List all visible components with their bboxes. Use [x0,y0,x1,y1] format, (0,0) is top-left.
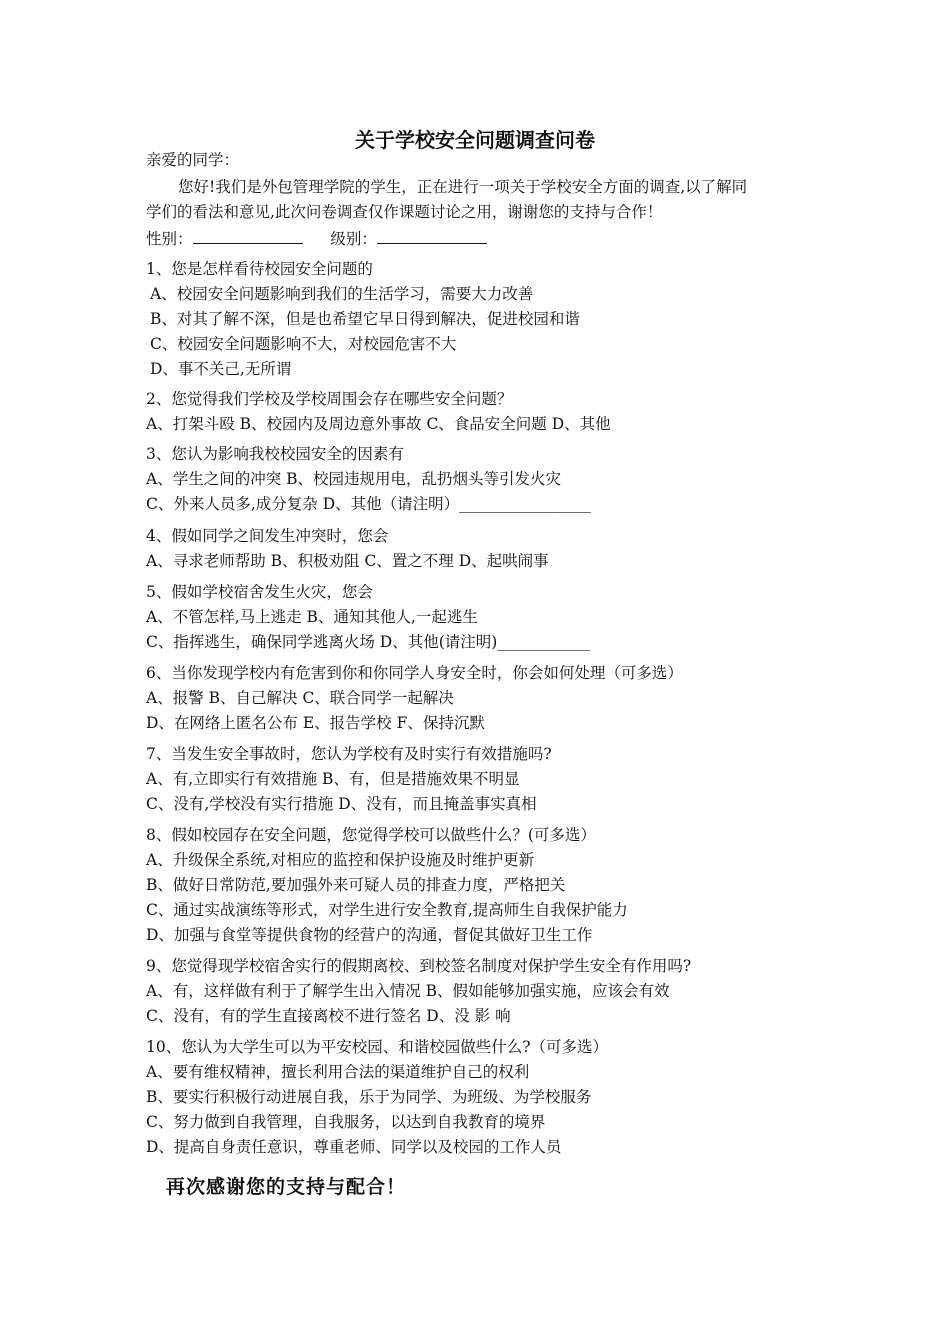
q9-options-ab[interactable]: A、有，这样做有利于了解学生出入情况 B、假如能够加强实施，应该会有效 [146,982,670,1000]
q10-option-b[interactable]: B、要实行积极行动进展自我，乐于为同学、为班级、为学校服务 [146,1088,592,1106]
question-9: 9、您觉得现学校宿舍实行的假期离校、到校签名制度对保护学生安全有作用吗? [146,957,692,975]
q7-options-ab[interactable]: A、有,立即实行有效措施 B、有，但是措施效果不明显 [146,770,520,788]
salutation: 亲爱的同学： [146,151,240,169]
question-6: 6、当你发现学校内有危害到你和你同学人身安全时，你会如何处理（可多选） [146,664,683,682]
question-4: 4、假如同学之间发生冲突时，您会 [146,527,389,545]
q4-options[interactable]: A、寻求老师帮助 B、积极劝阻 C、置之不理 D、起哄闹事 [146,552,549,570]
q3-options-ab[interactable]: A、学生之间的冲突 B、校园违规用电，乱扔烟头等引发火灾 [146,470,562,488]
q2-options[interactable]: A、打架斗殴 B、校园内及周边意外事故 C、食品安全问题 D、其他 [146,415,611,433]
q3-options-cd[interactable]: C、外来人员多,成分复杂 D、其他（请注明）_________________ [146,495,591,513]
q5-options-cd[interactable]: C、指挥逃生，确保同学逃离火场 D、其他(请注明)____________ [146,633,591,651]
question-7: 7、当发生安全事故时，您认为学校有及时实行有效措施吗? [146,745,552,763]
grade-field[interactable] [377,228,487,244]
q10-option-d[interactable]: D、提高自身责任意识，尊重老师、同学以及校园的工作人员 [146,1138,562,1156]
closing-thanks: 再次感谢您的支持与配合！ [166,1176,407,1198]
q8-option-c[interactable]: C、通过实战演练等形式，对学生进行安全教育,提高师生自我保护能力 [146,901,628,919]
q7-options-cd[interactable]: C、没有,学校没有实行措施 D、没有，而且掩盖事实真相 [146,795,537,813]
info-row [146,228,487,249]
intro-line-1: 您好!我们是外包管理学院的学生，正在进行一项关于学校安全方面的调查,以了解同 [178,178,748,196]
question-5: 5、假如学校宿舍发生火灾，您会 [146,583,373,601]
q6-options-abc[interactable]: A、报警 B、自己解决 C、联合同学一起解决 [146,689,454,707]
question-8: 8、假如校园存在安全问题，您觉得学校可以做些什么？(可多选） [146,826,596,844]
grade-label: 级别： [330,230,377,248]
q1-option-b[interactable]: B、对其了解不深，但是也希望它早日得到解决，促进校园和谐 [150,310,580,328]
q10-option-a[interactable]: A、要有维权精神，擅长利用合法的渠道维护自己的权利 [146,1063,530,1081]
q1-option-d[interactable]: D、事不关己,无所谓 [150,360,292,378]
q5-options-ab[interactable]: A、不管怎样,马上逃走 B、通知其他人,一起逃生 [146,608,478,626]
q1-option-a[interactable]: A、校园安全问题影响到我们的生活学习，需要大力改善 [150,285,534,303]
q8-option-d[interactable]: D、加强与食堂等提供食物的经营户的沟通，督促其做好卫生工作 [146,926,593,944]
question-1: 1、您是怎样看待校园安全问题的 [146,260,373,278]
intro-line-2: 学们的看法和意见,此次问卷调查仅作课题讨论之用，谢谢您的支持与合作！ [146,203,663,221]
question-3: 3、您认为影响我校校园安全的因素有 [146,445,404,463]
q6-options-def[interactable]: D、在网络上匿名公布 E、报告学校 F、保持沉默 [146,714,485,732]
question-10: 10、您认为大学生可以为平安校园、和谐校园做些什么?（可多选） [146,1038,609,1056]
gender-label: 性别： [146,230,193,248]
q1-option-c[interactable]: C、校园安全问题影响不大，对校园危害不大 [150,335,457,353]
gender-field[interactable] [193,228,303,244]
q10-option-c[interactable]: C、努力做到自我管理，自我服务，以达到自我教育的境界 [146,1113,546,1131]
survey-title: 关于学校安全问题调查问卷 [355,128,595,152]
q8-option-b[interactable]: B、做好日常防范,要加强外来可疑人员的排查力度，严格把关 [146,876,566,894]
q8-option-a[interactable]: A、升级保全系统,对相应的监控和保护设施及时维护更新 [146,851,535,869]
q9-options-cd[interactable]: C、没有，有的学生直接离校不进行签名 D、没 影 响 [146,1007,511,1025]
question-2: 2、您觉得我们学校及学校周围会存在哪些安全问题？ [146,390,513,408]
